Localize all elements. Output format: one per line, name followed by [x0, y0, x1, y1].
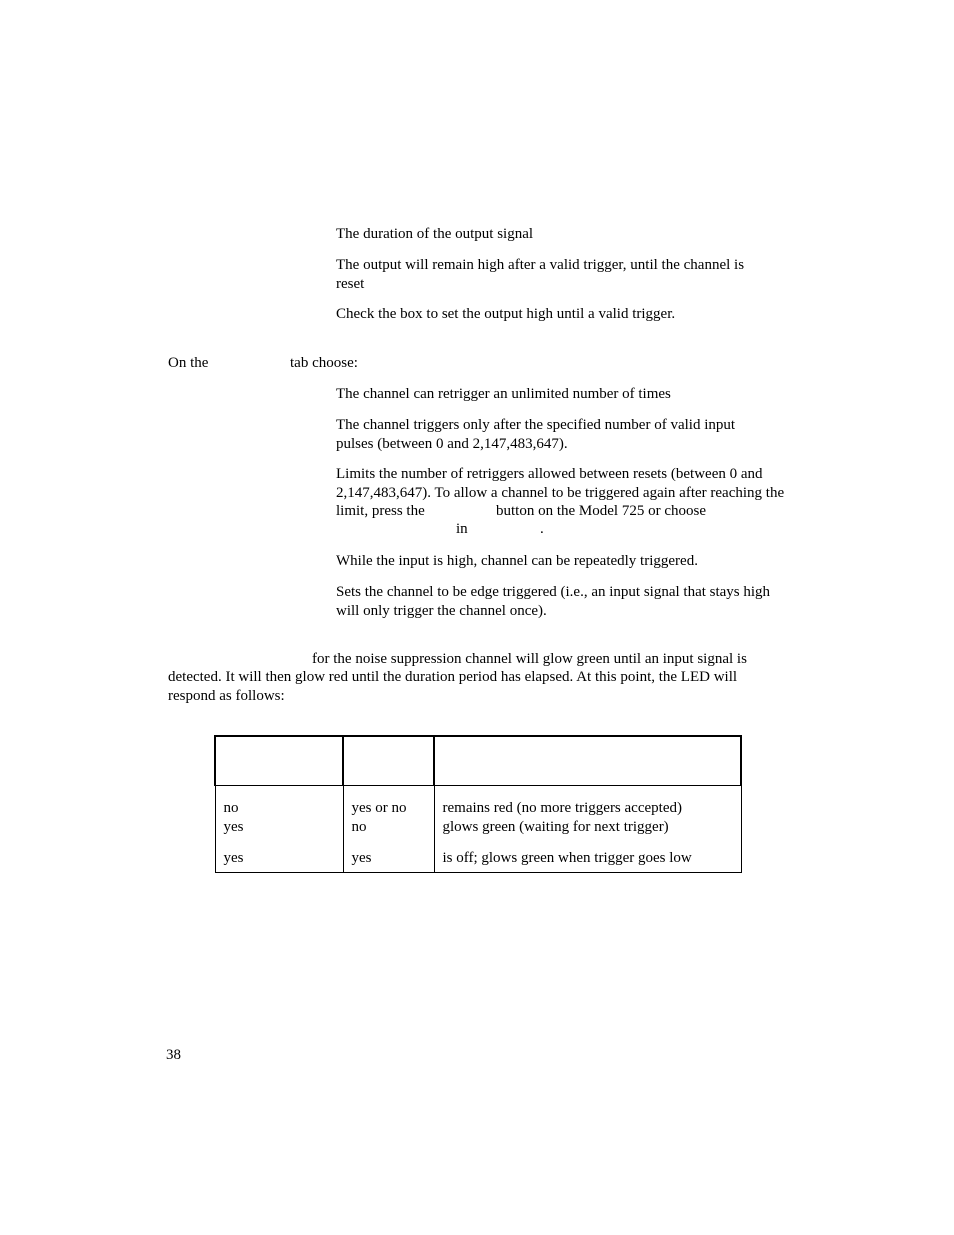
table-cell: yes or no [343, 786, 434, 818]
table-cell: yes [215, 818, 343, 849]
table-header-cell [215, 736, 343, 786]
duration-description: The duration of the output signal [336, 226, 534, 242]
page-number: 38 [166, 1047, 181, 1063]
table-cell: remains red (no more triggers accepted) [434, 786, 741, 818]
table-header-row [215, 736, 741, 786]
table-header-cell [343, 736, 434, 786]
table-cell: glows green (waiting for next trigger) [434, 818, 741, 849]
led-para-rest: detected. It will then glow red until the duration period has elapsed. At this point, the LED will respond as follows: [168, 669, 738, 704]
unlimited-description: The channel can retrigger an unlimited number of times [336, 386, 671, 402]
table-cell: no [343, 818, 434, 849]
limit-description [336, 465, 796, 537]
table-row [215, 849, 741, 873]
table-header-cell [434, 736, 741, 786]
tab-intro-suffix: tab choose: [290, 355, 358, 371]
invert-description: Check the box to set the output high until a valid trigger. [336, 306, 676, 322]
led-para-line1: for the noise suppression channel will glow green until an input signal is [312, 651, 747, 667]
table-cell: yes [215, 849, 343, 873]
table-cell: yes [343, 849, 434, 873]
level-description: While the input is high, channel can be repeatedly triggered. [336, 553, 698, 569]
table-row [215, 818, 741, 849]
limit-text: Limits the number of retriggers allowed between resets (between 0 and 2,147,483,647). To allow a channel to be triggered again after reaching the limit, press the [336, 466, 785, 519]
count-description: The channel triggers only after the specified number of valid input pulses (between 0 and 2,147,483,647). [336, 417, 736, 452]
limit-text-end: . [540, 521, 544, 537]
edge-description: Sets the channel to be edge triggered (i.e., an input signal that stays high will only trigger the channel once). [336, 584, 771, 619]
table-row [215, 786, 741, 818]
table-cell: is off; glows green when trigger goes low [434, 849, 741, 873]
latch-description: The output will remain high after a valid trigger, until the channel is reset [336, 257, 745, 292]
table-cell: no [215, 786, 343, 818]
tab-intro-prefix: On the [168, 355, 209, 371]
limit-text-button: button on the Model 725 or choose [496, 503, 706, 519]
led-response-table [214, 735, 742, 873]
limit-text-in: in [456, 521, 468, 537]
